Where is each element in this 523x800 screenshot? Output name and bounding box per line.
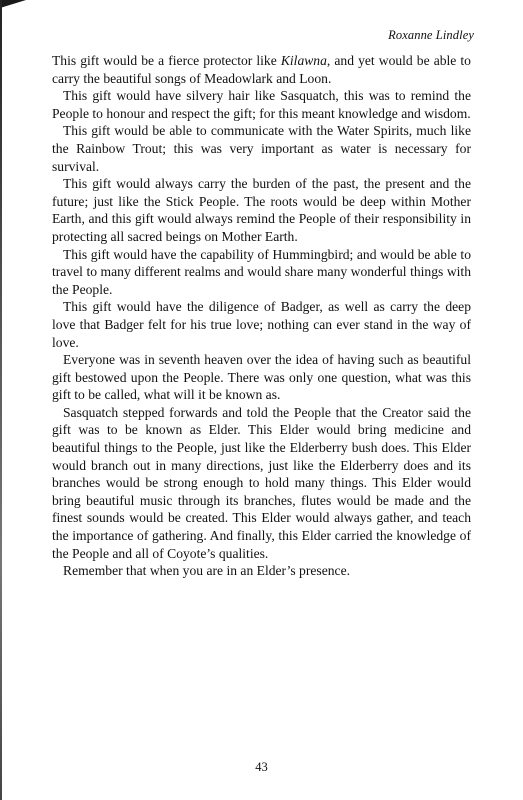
page-number: 43 — [255, 760, 268, 774]
paragraph: Sasquatch stepped forwards and told the People that the Creator said the gift was to be known as Elder. This Elder would bring medicine and beautiful things to the People, just like the Elderberry bush does. This Elder would branch out in many directions, just like the Elderberry does and its branches would be strong enough to hold many things. This Elder would bring beautiful music through its branches, flutes would be made and the finest sounds would be created. This Elder would always gather, and teach the importance of gathering. And finally, this Elder carried the knowledge of the People and all of Coyote’s qualities. — [52, 404, 471, 561]
paragraph: This gift would have the diligence of Badger, as well as carry the deep love that Badger felt for his true love; nothing can ever stand in the way of love. — [52, 299, 471, 350]
paragraph: This gift would always carry the burden of the past, the present and the future; just like the Stick People. The roots would be deep within Mother Earth, and this gift would always remind the People of their responsibility in protecting all sacred beings on Mother Earth. — [52, 176, 471, 244]
paragraph: This gift would be able to communicate with the Water Spirits, much like the Rainbow Trout; this was very important as water is necessary for survival. — [52, 123, 471, 174]
paragraph: Everyone was in seventh heaven over the idea of having such as beautiful gift bestowed upon the People. There was only one question, what was this gift to be called, what will it be known as. — [52, 352, 471, 403]
paragraph-text: This gift would be a fierce protector like — [52, 53, 281, 68]
paragraph: Remember that when you are in an Elder’s presence. — [63, 563, 350, 579]
paragraph: This gift would have the capability of Hummingbird; and would be able to travel to many different realms and would share many wonderful things with the People. — [52, 246, 471, 297]
paragraph: This gift would have silvery hair like Sasquatch, this was to remind the People to honour and respect the gift; for this meant knowledge and wisdom. — [52, 88, 471, 121]
emphasized-word: Kilawna — [280, 53, 327, 68]
scan-corner-mark — [0, 0, 26, 8]
paragraph — [52, 52, 471, 87]
body-text — [52, 52, 471, 580]
paragraph-text: , and yet would be able to carry the beautiful songs of Meadowlark and Loon. — [52, 53, 471, 86]
running-header-author: Roxanne Lindley — [388, 28, 474, 42]
scan-left-edge — [0, 0, 2, 800]
